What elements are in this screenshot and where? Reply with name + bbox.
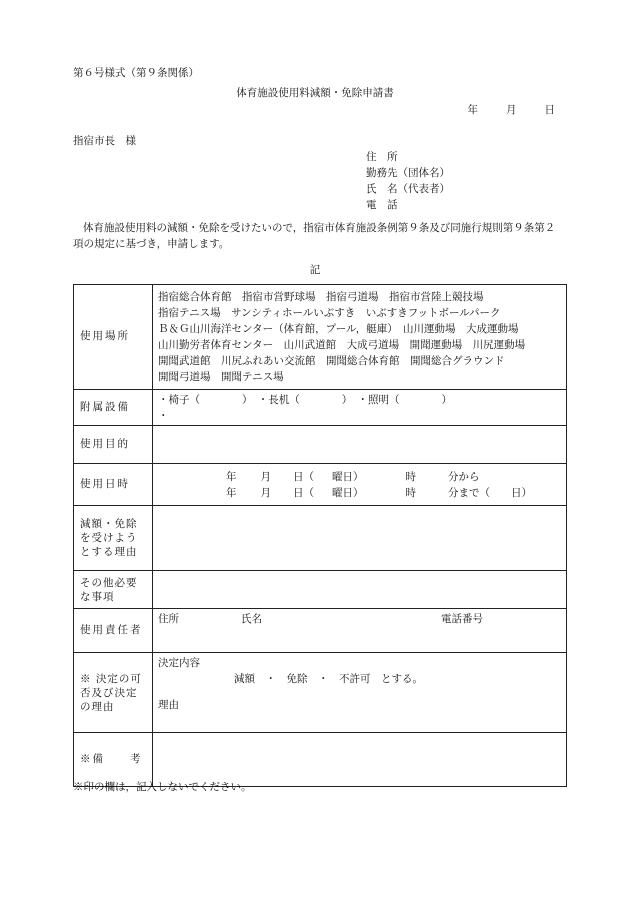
dt-to-weekday: 曜日） [332, 486, 364, 499]
date-year: 年 [467, 104, 478, 116]
dt-from-month: 月 [260, 470, 271, 483]
decision-label: ※ 決定の可否及び決定の理由 [74, 653, 153, 733]
venue-line: 指宿テニス場 サンシティホールいぶすき いぶすきフットボールパーク [158, 307, 501, 319]
document-title: 体育施設使用料減額・免除申請書 [236, 87, 394, 99]
phone-label: 電 話 [366, 199, 398, 211]
responsible-phone-label: 電話番号 [441, 613, 483, 625]
workplace-label: 勤務先（団体名） [366, 167, 450, 179]
remarks-label: ※備 考 [74, 733, 153, 787]
dt-from-day: 日（ [293, 470, 314, 483]
name-label: 氏 名（代表者） [366, 183, 450, 195]
ki-heading: 記 [309, 264, 321, 276]
row-remarks [74, 733, 567, 787]
dt-from-hour: 時 [405, 470, 416, 483]
venue-line: 指宿総合体育館 指宿市営野球場 指宿弓道場 指宿市営陸上競技場 [158, 291, 484, 303]
row-decision [74, 653, 567, 733]
decision-field [153, 653, 567, 733]
date-line [468, 104, 556, 117]
other-field[interactable] [153, 571, 567, 609]
venue-line: 開聞武道館 川尻ふれあい交流館 開聞総合体育館 開聞総合グラウンド [158, 355, 505, 367]
other-label: その他必要な事項 [74, 571, 153, 609]
venue-line: 開聞弓道場 開聞テニス場 [158, 371, 284, 383]
form-number: 第６号様式（第９条関係） [73, 67, 199, 79]
dt-to-month: 月 [260, 486, 271, 499]
dt-from-weekday: 曜日） [332, 470, 364, 483]
venue-label: 使用場所 [74, 285, 153, 390]
dt-from-year: 年 [226, 470, 237, 483]
datetime-to-line [158, 485, 561, 501]
responsible-field[interactable] [153, 609, 567, 653]
applicant-block [366, 149, 450, 213]
row-equipment [74, 390, 567, 426]
addressee: 指宿市長 様 [73, 135, 136, 147]
equipment-line-2: ・ [158, 409, 169, 422]
row-reason [74, 506, 567, 571]
application-statement: 体育施設使用料の減額・免除を受けたいので，指宿市体育施設条例第９条及び同施行規則第９条第２項の規定に基づき，申請します。 [73, 222, 556, 250]
equipment-field[interactable] [153, 390, 567, 426]
row-datetime [74, 464, 567, 506]
datetime-field[interactable] [153, 464, 567, 506]
dt-to-hour: 時 [405, 486, 416, 499]
remarks-field [153, 733, 567, 787]
responsible-name-label: 氏名 [241, 613, 262, 625]
equipment-label: 附属設備 [74, 390, 153, 426]
date-day: 日 [544, 104, 555, 116]
row-purpose [74, 426, 567, 464]
row-other [74, 571, 567, 609]
row-responsible [74, 609, 567, 653]
responsible-address-label: 住所 [158, 613, 179, 625]
venue-list [153, 285, 567, 390]
datetime-from-line [158, 469, 561, 485]
datetime-label: 使用日時 [74, 464, 153, 506]
decision-content-label: 決定内容 [158, 657, 200, 669]
row-venue [74, 285, 567, 390]
dt-from-minute: 分から [448, 470, 480, 483]
footnote: ※印の欄は，記入しないでください。 [73, 781, 252, 793]
reason-field[interactable] [153, 506, 567, 571]
equipment-line-1: ・椅子（ ） ・長机（ ） ・照明（ ） [158, 393, 452, 406]
decision-options: 減額 ・ 免除 ・ 不許可 とする。 [234, 673, 423, 685]
venue-line: 山川勤労者体育センター 山川武道館 大成弓道場 開聞運動場 川尻運動場 [158, 339, 526, 351]
address-label: 住 所 [366, 151, 398, 163]
dt-to-minute: 分まで（ 日） [448, 486, 532, 499]
responsible-subfields [158, 609, 561, 627]
dt-to-year: 年 [226, 486, 237, 499]
purpose-label: 使用目的 [74, 426, 153, 464]
dt-to-day: 日（ [293, 486, 314, 499]
responsible-label: 使用責任者 [74, 609, 153, 653]
venue-line: Ｂ＆Ｇ山川海洋センター（体育館，プール，艇庫） 山川運動場 大成運動場 [158, 323, 519, 335]
purpose-field[interactable] [153, 426, 567, 464]
application-table [73, 284, 567, 787]
date-month: 月 [506, 104, 517, 116]
decision-reason-label: 理由 [158, 699, 179, 711]
reason-label: 減額・免除を受けようとする理由 [74, 506, 153, 571]
